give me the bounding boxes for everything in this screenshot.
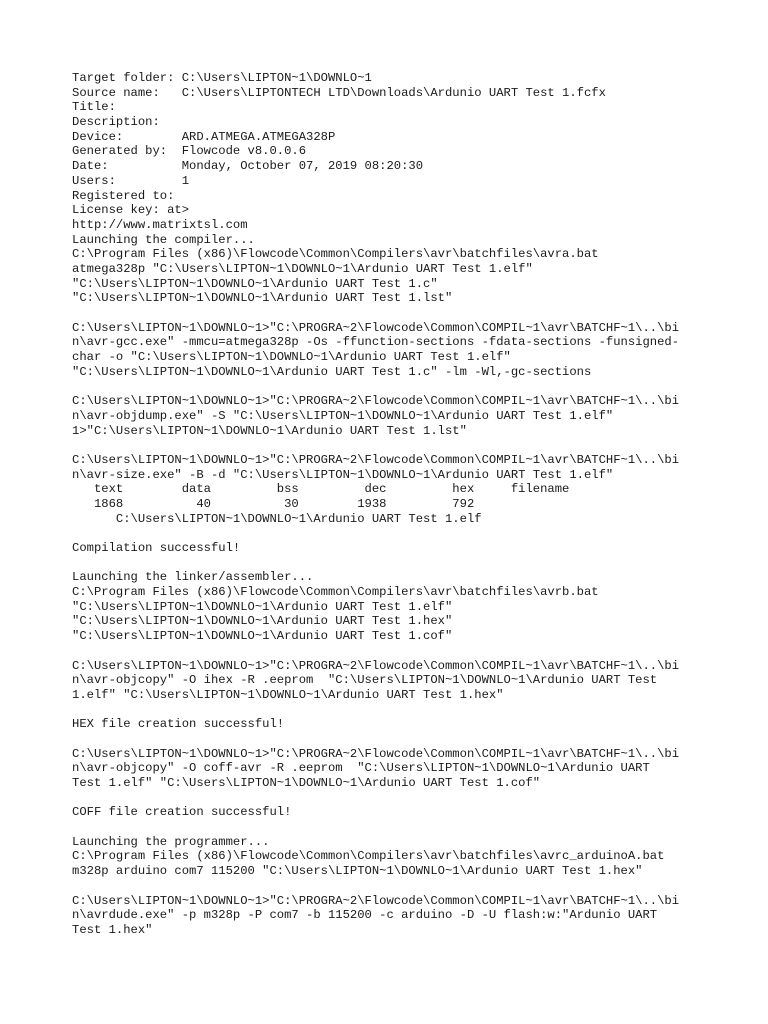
log-line: Launching the compiler... bbox=[72, 232, 255, 247]
log-line: Test 1.hex" bbox=[72, 922, 153, 937]
log-line bbox=[72, 791, 762, 806]
log-line: "C:\Users\LIPTON~1\DOWNLO~1\Ardunio UART Test 1.hex" bbox=[72, 614, 453, 629]
log-line: C:\Users\LIPTON~1\DOWNLO~1>"C:\PROGRA~2\Flowcode\Common\COMPIL~1\avr\BATCHF~1\..\bi bbox=[72, 893, 680, 908]
log-line: C:\Users\LIPTON~1\DOWNLO~1>"C:\PROGRA~2\Flowcode\Common\COMPIL~1\avr\BATCHF~1\..\bi bbox=[72, 658, 680, 673]
log-line: n\avr-objdump.exe" -S "C:\Users\LIPTON~1\DOWNLO~1\Ardunio UART Test 1.elf" bbox=[72, 408, 614, 423]
log-line: n\avr-gcc.exe" -mmcu=atmega328p -Os -ffunction-sections -fdata-sections -funsigned- bbox=[72, 335, 680, 350]
log-line: Compilation successful! bbox=[72, 541, 241, 555]
log-line bbox=[72, 379, 762, 394]
log-line: n\avr-size.exe" -B -d "C:\Users\LIPTON~1\DOWNLO~1\Ardunio UART Test 1.elf" bbox=[72, 467, 614, 482]
build-log-document bbox=[72, 71, 762, 938]
log-line: atmega328p "C:\Users\LIPTON~1\DOWNLO~1\Ardunio UART Test 1.elf" bbox=[72, 261, 533, 276]
log-line: n\avrdude.exe" -p m328p -P com7 -b 115200 -c arduino -D -U flash:w:"Ardunio UART bbox=[72, 908, 658, 923]
log-line: "C:\Users\LIPTON~1\DOWNLO~1\Ardunio UART Test 1.c" bbox=[72, 276, 438, 291]
log-line: C:\Users\LIPTON~1\DOWNLO~1\Ardunio UART Test 1.elf bbox=[72, 511, 482, 526]
log-line bbox=[72, 556, 762, 571]
log-line: C:\Users\LIPTON~1\DOWNLO~1>"C:\PROGRA~2\Flowcode\Common\COMPIL~1\avr\BATCHF~1\..\bi bbox=[72, 746, 680, 761]
log-line: n\avr-objcopy" -O ihex -R .eeprom "C:\Users\LIPTON~1\DOWNLO~1\Ardunio UART Test bbox=[72, 673, 658, 688]
log-line: Title: bbox=[72, 100, 116, 115]
log-line: Users: 1 bbox=[72, 173, 190, 188]
log-line: text data bss dec hex filename bbox=[72, 482, 570, 497]
log-line bbox=[72, 438, 762, 453]
log-line: "C:\Users\LIPTON~1\DOWNLO~1\Ardunio UART Test 1.elf" bbox=[72, 599, 453, 614]
log-line: "C:\Users\LIPTON~1\DOWNLO~1\Ardunio UART Test 1.c" -lm -Wl,-gc-sections bbox=[72, 364, 592, 379]
log-line: 1868 40 30 1938 792 bbox=[72, 496, 475, 511]
log-line: License key: at> bbox=[72, 203, 190, 218]
log-line: C:\Users\LIPTON~1\DOWNLO~1>"C:\PROGRA~2\Flowcode\Common\COMPIL~1\avr\BATCHF~1\..\bi bbox=[72, 452, 680, 467]
log-line: "C:\Users\LIPTON~1\DOWNLO~1\Ardunio UART Test 1.cof" bbox=[72, 629, 453, 644]
log-line: Source name: C:\Users\LIPTONTECH LTD\Downloads\Ardunio UART Test 1.fcfx bbox=[72, 85, 606, 100]
log-line bbox=[72, 526, 762, 541]
log-line: C:\Program Files (x86)\Flowcode\Common\Compilers\avr\batchfiles\avra.bat bbox=[72, 247, 599, 262]
log-line bbox=[72, 703, 762, 718]
log-line: n\avr-objcopy" -O coff-avr -R .eeprom "C:\Users\LIPTON~1\DOWNLO~1\Ardunio UART bbox=[72, 761, 650, 776]
log-line: m328p arduino com7 115200 "C:\Users\LIPTON~1\DOWNLO~1\Ardunio UART Test 1.hex" bbox=[72, 864, 643, 879]
log-line: C:\Users\LIPTON~1\DOWNLO~1>"C:\PROGRA~2\Flowcode\Common\COMPIL~1\avr\BATCHF~1\..\bi bbox=[72, 394, 680, 409]
log-line: Target folder: C:\Users\LIPTON~1\DOWNLO~1 bbox=[72, 71, 372, 85]
log-line: HEX file creation successful! bbox=[72, 717, 285, 732]
log-line bbox=[72, 732, 762, 747]
log-line bbox=[72, 820, 762, 835]
log-line: 1.elf" "C:\Users\LIPTON~1\DOWNLO~1\Ardunio UART Test 1.hex" bbox=[72, 687, 504, 702]
log-line: C:\Program Files (x86)\Flowcode\Common\Compilers\avr\batchfiles\avrb.bat bbox=[72, 585, 599, 600]
log-line: C:\Program Files (x86)\Flowcode\Common\Compilers\avr\batchfiles\avrc_arduinoA.bat bbox=[72, 849, 665, 864]
log-line: Generated by: Flowcode v8.0.0.6 bbox=[72, 144, 307, 159]
log-line: http://www.matrixtsl.com bbox=[72, 217, 248, 232]
log-line: Registered to: bbox=[72, 188, 175, 203]
log-line: Launching the linker/assembler... bbox=[72, 570, 314, 585]
log-line: Description: bbox=[72, 115, 160, 130]
log-line: Date: Monday, October 07, 2019 08:20:30 bbox=[72, 159, 424, 174]
log-line bbox=[72, 879, 762, 894]
log-line: COFF file creation successful! bbox=[72, 805, 292, 820]
log-line: "C:\Users\LIPTON~1\DOWNLO~1\Ardunio UART Test 1.lst" bbox=[72, 291, 453, 306]
log-line: C:\Users\LIPTON~1\DOWNLO~1>"C:\PROGRA~2\Flowcode\Common\COMPIL~1\avr\BATCHF~1\..\bi bbox=[72, 320, 680, 335]
log-line: 1>"C:\Users\LIPTON~1\DOWNLO~1\Ardunio UART Test 1.lst" bbox=[72, 423, 467, 438]
log-line: Launching the programmer... bbox=[72, 834, 270, 849]
log-line bbox=[72, 644, 762, 659]
log-line: Test 1.elf" "C:\Users\LIPTON~1\DOWNLO~1\Ardunio UART Test 1.cof" bbox=[72, 776, 541, 790]
log-line: char -o "C:\Users\LIPTON~1\DOWNLO~1\Ardunio UART Test 1.elf" bbox=[72, 350, 511, 365]
log-line: Device: ARD.ATMEGA.ATMEGA328P bbox=[72, 129, 336, 144]
log-line bbox=[72, 306, 762, 321]
